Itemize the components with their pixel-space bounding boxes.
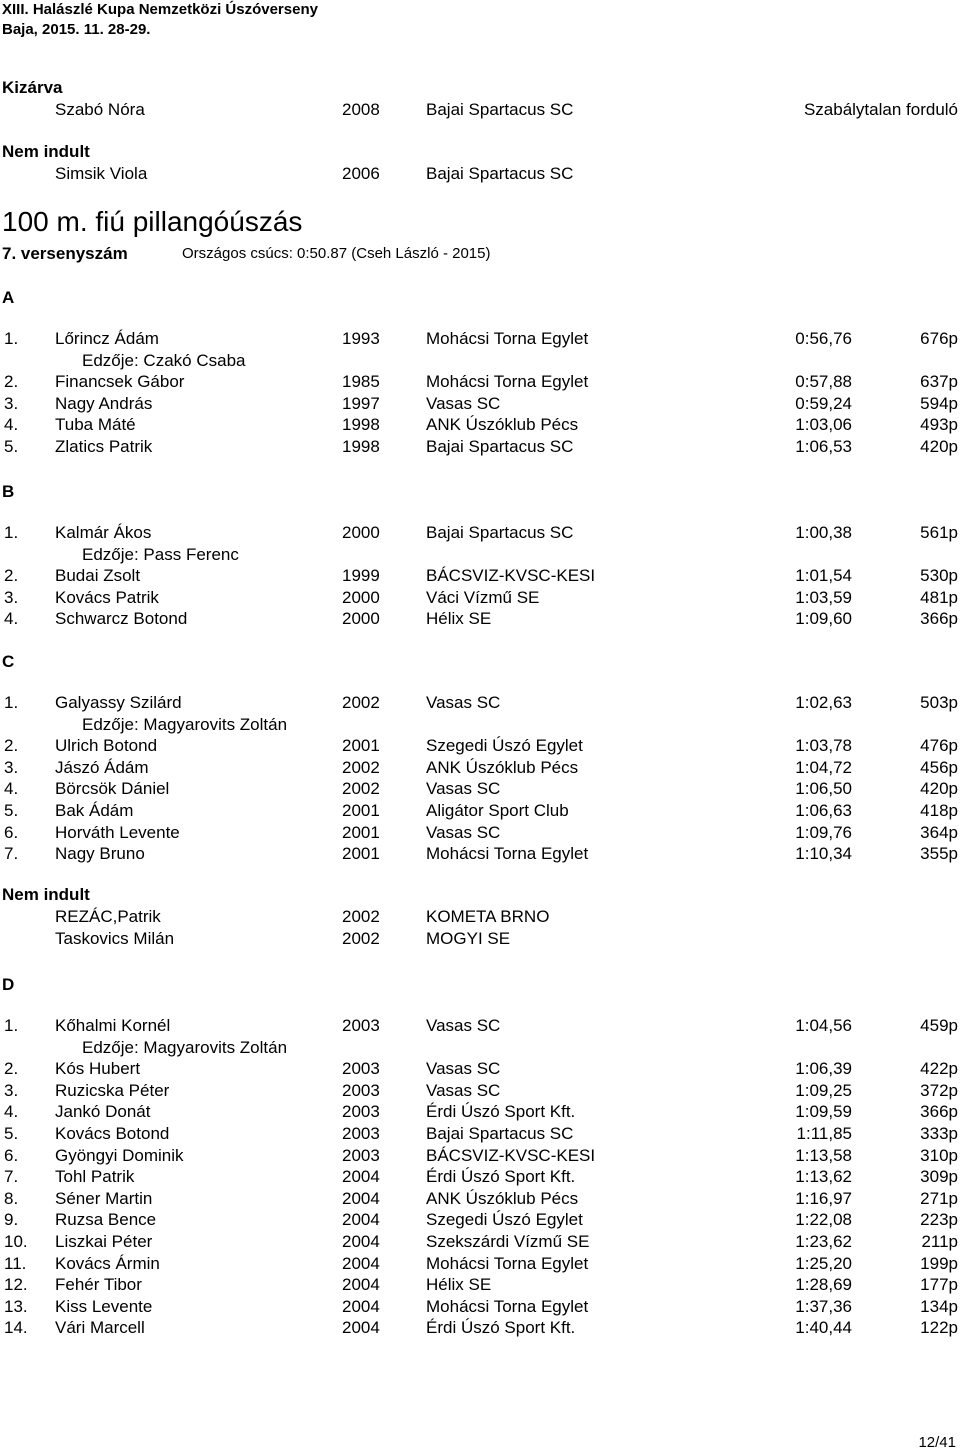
- birth-year: 1998: [342, 437, 380, 456]
- result-time: 1:11,85: [796, 1124, 852, 1143]
- result-time: 1:00,38: [795, 523, 852, 542]
- result-time: 1:06,50: [795, 779, 852, 798]
- birth-year: 2001: [342, 844, 380, 863]
- club-name: Hélix SE: [426, 609, 492, 628]
- birth-year: 2002: [342, 758, 380, 777]
- points: 530p: [920, 566, 958, 585]
- swimmer-name: Kós Hubert: [55, 1059, 141, 1078]
- dq-reason: Szabálytalan forduló: [803, 100, 958, 119]
- swimmer-name: Liszkai Péter: [55, 1232, 153, 1251]
- rank: 1.: [4, 329, 19, 348]
- result-time: 0:56,76: [795, 329, 852, 348]
- birth-year: 2003: [342, 1124, 380, 1143]
- section-did-not-start: Nem indult: [2, 142, 90, 161]
- club-name: Mohácsi Torna Egylet: [426, 1297, 589, 1316]
- result-time: 1:04,56: [795, 1016, 852, 1035]
- table-row: [0, 928, 960, 950]
- club-name: Váci Vízmű SE: [426, 588, 540, 607]
- rank: 5.: [4, 801, 19, 820]
- points: 364p: [920, 823, 958, 842]
- birth-year: 2008: [342, 100, 380, 119]
- result-time: 1:01,54: [795, 566, 852, 585]
- birth-year: 2003: [342, 1081, 380, 1100]
- birth-year: 2001: [342, 801, 380, 820]
- table-row: [0, 1274, 960, 1296]
- rank: 5.: [4, 1124, 19, 1143]
- rank: 4.: [4, 415, 19, 434]
- swimmer-name: Schwarcz Botond: [55, 609, 188, 628]
- table-row: [0, 822, 960, 844]
- rank: 2.: [4, 736, 19, 755]
- rank: 14.: [4, 1318, 28, 1337]
- rank: 1.: [4, 523, 19, 542]
- table-row: [0, 1058, 960, 1080]
- birth-year: 2000: [342, 523, 380, 542]
- club-name: Bajai Spartacus SC: [426, 100, 574, 119]
- birth-year: 2001: [342, 736, 380, 755]
- club-name: Vasas SC: [426, 1059, 501, 1078]
- points: 476p: [920, 736, 958, 755]
- points: 309p: [920, 1167, 958, 1186]
- birth-year: 2001: [342, 823, 380, 842]
- points: 271p: [920, 1189, 958, 1208]
- table-row: [0, 608, 960, 630]
- swimmer-name: Lőrincz Ádám: [55, 329, 159, 348]
- swimmer-name: Horváth Levente: [55, 823, 180, 842]
- club-name: Vasas SC: [426, 693, 501, 712]
- club-name: Szegedi Úszó Egylet: [426, 1210, 583, 1229]
- table-row: [0, 778, 960, 800]
- points: 637p: [920, 372, 958, 391]
- birth-year: 2000: [342, 609, 380, 628]
- club-name: Mohácsi Torna Egylet: [426, 372, 589, 391]
- points: 199p: [920, 1254, 958, 1273]
- rank: 3.: [4, 394, 19, 413]
- points: 355p: [920, 844, 958, 863]
- club-name: Mohácsi Torna Egylet: [426, 844, 589, 863]
- club-name: ANK Úszóklub Pécs: [426, 415, 579, 434]
- rank: 12.: [4, 1275, 28, 1294]
- table-row: [0, 1145, 960, 1167]
- table-row: [0, 757, 960, 779]
- competition-place-date: Baja, 2015. 11. 28-29.: [2, 21, 151, 38]
- event-subtitle: [2, 242, 491, 266]
- club-name: Aligátor Sport Club: [426, 801, 569, 820]
- birth-year: 1985: [342, 372, 380, 391]
- table-row: [0, 565, 960, 587]
- swimmer-name: Nagy András: [55, 394, 153, 413]
- rank: 2.: [4, 1059, 19, 1078]
- table-row: [0, 692, 960, 714]
- rank: 1.: [4, 1016, 19, 1035]
- club-name: Bajai Spartacus SC: [426, 437, 574, 456]
- rank: 5.: [4, 437, 19, 456]
- document-header: [2, 0, 318, 40]
- rank: 6.: [4, 1146, 19, 1165]
- result-time: 1:03,06: [795, 415, 852, 434]
- rank: 2.: [4, 566, 19, 585]
- result-time: 0:59,24: [795, 394, 852, 413]
- rank: 13.: [4, 1297, 28, 1316]
- table-row: [0, 1209, 960, 1231]
- club-name: Vasas SC: [426, 1016, 501, 1035]
- points: 418p: [920, 801, 958, 820]
- points: 223p: [920, 1210, 958, 1229]
- result-time: 1:04,72: [795, 758, 852, 777]
- club-name: ANK Úszóklub Pécs: [426, 758, 579, 777]
- club-name: Bajai Spartacus SC: [426, 164, 574, 183]
- swimmer-name: Ruzicska Péter: [55, 1081, 170, 1100]
- points: 122p: [920, 1318, 958, 1337]
- birth-year: 2004: [342, 1232, 380, 1251]
- section-disqualified: Kizárva: [2, 78, 63, 97]
- swimmer-name: Zlatics Patrik: [55, 437, 153, 456]
- points: 561p: [920, 523, 958, 542]
- result-time: 1:13,58: [795, 1146, 852, 1165]
- points: 594p: [920, 394, 958, 413]
- club-name: Vasas SC: [426, 1081, 501, 1100]
- birth-year: 2004: [342, 1167, 380, 1186]
- birth-year: 2002: [342, 929, 380, 948]
- group-label-c: C: [2, 652, 15, 671]
- result-time: 1:22,08: [795, 1210, 852, 1229]
- group-label-a: A: [2, 288, 15, 307]
- event-number: 7. versenyszám: [2, 244, 128, 263]
- table-row: [0, 1080, 960, 1102]
- coach-line: Edzője: Magyarovits Zoltán: [82, 1038, 288, 1057]
- result-time: 1:06,53: [795, 437, 852, 456]
- swimmer-name: Börcsök Dániel: [55, 779, 170, 798]
- points: 177p: [920, 1275, 958, 1294]
- swimmer-name: Galyassy Szilárd: [55, 693, 182, 712]
- swimmer-name: Ulrich Botond: [55, 736, 158, 755]
- points: 459p: [920, 1016, 958, 1035]
- swimmer-name: REZÁC,Patrik: [55, 907, 161, 926]
- swimmer-name: Taskovics Milán: [55, 929, 175, 948]
- table-row: [0, 1231, 960, 1253]
- club-name: Hélix SE: [426, 1275, 492, 1294]
- table-row: [0, 414, 960, 436]
- table-row: [0, 436, 960, 458]
- table-row: [0, 1317, 960, 1339]
- rank: 3.: [4, 1081, 19, 1100]
- section-did-not-start: Nem indult: [2, 885, 90, 904]
- club-name: Érdi Úszó Sport Kft.: [426, 1167, 576, 1186]
- club-name: Szegedi Úszó Egylet: [426, 736, 583, 755]
- table-row: [0, 1015, 960, 1037]
- points: 493p: [920, 415, 958, 434]
- national-record: Országos csúcs: 0:50.87 (Cseh László - 2015): [182, 245, 491, 262]
- result-time: 0:57,88: [795, 372, 852, 391]
- rank: 3.: [4, 588, 19, 607]
- rank: 3.: [4, 758, 19, 777]
- table-row: [0, 843, 960, 865]
- result-time: 1:40,44: [795, 1318, 852, 1337]
- table-row: [0, 1188, 960, 1210]
- result-time: 1:28,69: [795, 1275, 852, 1294]
- points: 372p: [920, 1081, 958, 1100]
- points: 366p: [920, 609, 958, 628]
- points: 481p: [920, 588, 958, 607]
- result-time: 1:03,59: [795, 588, 852, 607]
- result-time: 1:23,62: [795, 1232, 852, 1251]
- group-label-b: B: [2, 482, 15, 501]
- swimmer-name: Jászó Ádám: [55, 758, 149, 777]
- points: 503p: [920, 693, 958, 712]
- club-name: Mohácsi Torna Egylet: [426, 329, 589, 348]
- rank: 9.: [4, 1210, 19, 1229]
- birth-year: 2006: [342, 164, 380, 183]
- table-row: [0, 735, 960, 757]
- result-time: 1:16,97: [795, 1189, 852, 1208]
- birth-year: 2003: [342, 1059, 380, 1078]
- club-name: MOGYI SE: [426, 929, 511, 948]
- swimmer-name: Jankó Donát: [55, 1102, 151, 1121]
- table-row: [0, 328, 960, 350]
- table-row: [0, 906, 960, 928]
- birth-year: 2000: [342, 588, 380, 607]
- birth-year: 1999: [342, 566, 380, 585]
- rank: 4.: [4, 1102, 19, 1121]
- points: 676p: [920, 329, 958, 348]
- result-time: 1:25,20: [795, 1254, 852, 1273]
- rank: 8.: [4, 1189, 19, 1208]
- swimmer-name: Bak Ádám: [55, 801, 134, 820]
- table-row: [0, 1166, 960, 1188]
- birth-year: 2003: [342, 1102, 380, 1121]
- rank: 4.: [4, 779, 19, 798]
- swimmer-name: Kiss Levente: [55, 1297, 153, 1316]
- points: 211p: [921, 1232, 958, 1251]
- result-time: 1:10,34: [795, 844, 852, 863]
- birth-year: 1998: [342, 415, 380, 434]
- rank: 11.: [4, 1254, 27, 1273]
- points: 333p: [920, 1124, 958, 1143]
- birth-year: 2002: [342, 693, 380, 712]
- birth-year: 2002: [342, 779, 380, 798]
- swimmer-name: Budai Zsolt: [55, 566, 141, 585]
- points: 422p: [920, 1059, 958, 1078]
- table-row: [0, 522, 960, 544]
- result-time: 1:37,36: [795, 1297, 852, 1316]
- club-name: Mohácsi Torna Egylet: [426, 1254, 589, 1273]
- rank: 7.: [4, 1167, 19, 1186]
- coach-line: Edzője: Czakó Csaba: [82, 351, 246, 370]
- swimmer-name: Kovács Patrik: [55, 588, 159, 607]
- birth-year: 2004: [342, 1275, 380, 1294]
- club-name: Bajai Spartacus SC: [426, 523, 574, 542]
- page-number: 12/41: [918, 1434, 956, 1451]
- coach-line: Edzője: Pass Ferenc: [82, 545, 239, 564]
- table-row: [0, 1101, 960, 1123]
- result-time: 1:02,63: [795, 693, 852, 712]
- swimmer-name: Nagy Bruno: [55, 844, 145, 863]
- birth-year: 1997: [342, 394, 380, 413]
- table-row: [0, 99, 960, 121]
- result-time: 1:09,76: [795, 823, 852, 842]
- swimmer-name: Financsek Gábor: [55, 372, 185, 391]
- birth-year: 1993: [342, 329, 380, 348]
- points: 420p: [920, 779, 958, 798]
- club-name: Vasas SC: [426, 823, 501, 842]
- birth-year: 2004: [342, 1189, 380, 1208]
- swimmer-name: Séner Martin: [55, 1189, 153, 1208]
- rank: 1.: [4, 693, 19, 712]
- birth-year: 2004: [342, 1297, 380, 1316]
- club-name: BÁCSVIZ-KVSC-KESI: [426, 1146, 596, 1165]
- rank: 4.: [4, 609, 19, 628]
- table-row: [0, 587, 960, 609]
- points: 310p: [920, 1146, 958, 1165]
- swimmer-name: Simsik Viola: [55, 164, 148, 183]
- club-name: ANK Úszóklub Pécs: [426, 1189, 579, 1208]
- rank: 6.: [4, 823, 19, 842]
- club-name: KOMETA BRNO: [426, 907, 550, 926]
- points: 134p: [920, 1297, 958, 1316]
- result-time: 1:09,60: [795, 609, 852, 628]
- rank: 10.: [4, 1232, 28, 1251]
- club-name: Bajai Spartacus SC: [426, 1124, 574, 1143]
- swimmer-name: Tohl Patrik: [55, 1167, 135, 1186]
- table-row: [0, 1253, 960, 1275]
- swimmer-name: Kovács Ármin: [55, 1254, 160, 1273]
- swimmer-name: Fehér Tibor: [55, 1275, 142, 1294]
- table-row: [0, 371, 960, 393]
- club-name: Érdi Úszó Sport Kft.: [426, 1102, 576, 1121]
- table-row: [0, 1123, 960, 1145]
- birth-year: 2004: [342, 1254, 380, 1273]
- group-label-d: D: [2, 975, 15, 994]
- club-name: Szekszárdi Vízmű SE: [426, 1232, 590, 1251]
- swimmer-name: Kőhalmi Kornél: [55, 1016, 171, 1035]
- birth-year: 2002: [342, 907, 380, 926]
- result-time: 1:13,62: [795, 1167, 852, 1186]
- club-name: Érdi Úszó Sport Kft.: [426, 1318, 576, 1337]
- table-row: [0, 800, 960, 822]
- swimmer-name: Gyöngyi Dominik: [55, 1146, 184, 1165]
- swimmer-name: Tuba Máté: [55, 415, 136, 434]
- result-time: 1:09,59: [795, 1102, 852, 1121]
- birth-year: 2004: [342, 1210, 380, 1229]
- swimmer-name: Kalmár Ákos: [55, 523, 152, 542]
- points: 366p: [920, 1102, 958, 1121]
- club-name: Vasas SC: [426, 394, 501, 413]
- result-time: 1:03,78: [795, 736, 852, 755]
- swimmer-name: Szabó Nóra: [55, 100, 145, 119]
- swimmer-name: Kovács Botond: [55, 1124, 170, 1143]
- rank: 7.: [4, 844, 19, 863]
- birth-year: 2003: [342, 1146, 380, 1165]
- points: 456p: [920, 758, 958, 777]
- result-time: 1:06,63: [795, 801, 852, 820]
- club-name: BÁCSVIZ-KVSC-KESI: [426, 566, 596, 585]
- rank: 2.: [4, 372, 19, 391]
- table-row: [0, 393, 960, 415]
- table-row: [0, 1296, 960, 1318]
- birth-year: 2004: [342, 1318, 380, 1337]
- club-name: Vasas SC: [426, 779, 501, 798]
- competition-title: XIII. Halászlé Kupa Nemzetközi Úszóverseny: [2, 1, 318, 18]
- result-time: 1:09,25: [795, 1081, 852, 1100]
- result-time: 1:06,39: [795, 1059, 852, 1078]
- points: 420p: [920, 437, 958, 456]
- birth-year: 2003: [342, 1016, 380, 1035]
- coach-line: Edzője: Magyarovits Zoltán: [82, 715, 288, 734]
- event-title: 100 m. fiú pillangóúszás: [2, 206, 303, 237]
- table-row: [0, 163, 960, 185]
- swimmer-name: Ruzsa Bence: [55, 1210, 157, 1229]
- swimmer-name: Vári Marcell: [55, 1318, 145, 1337]
